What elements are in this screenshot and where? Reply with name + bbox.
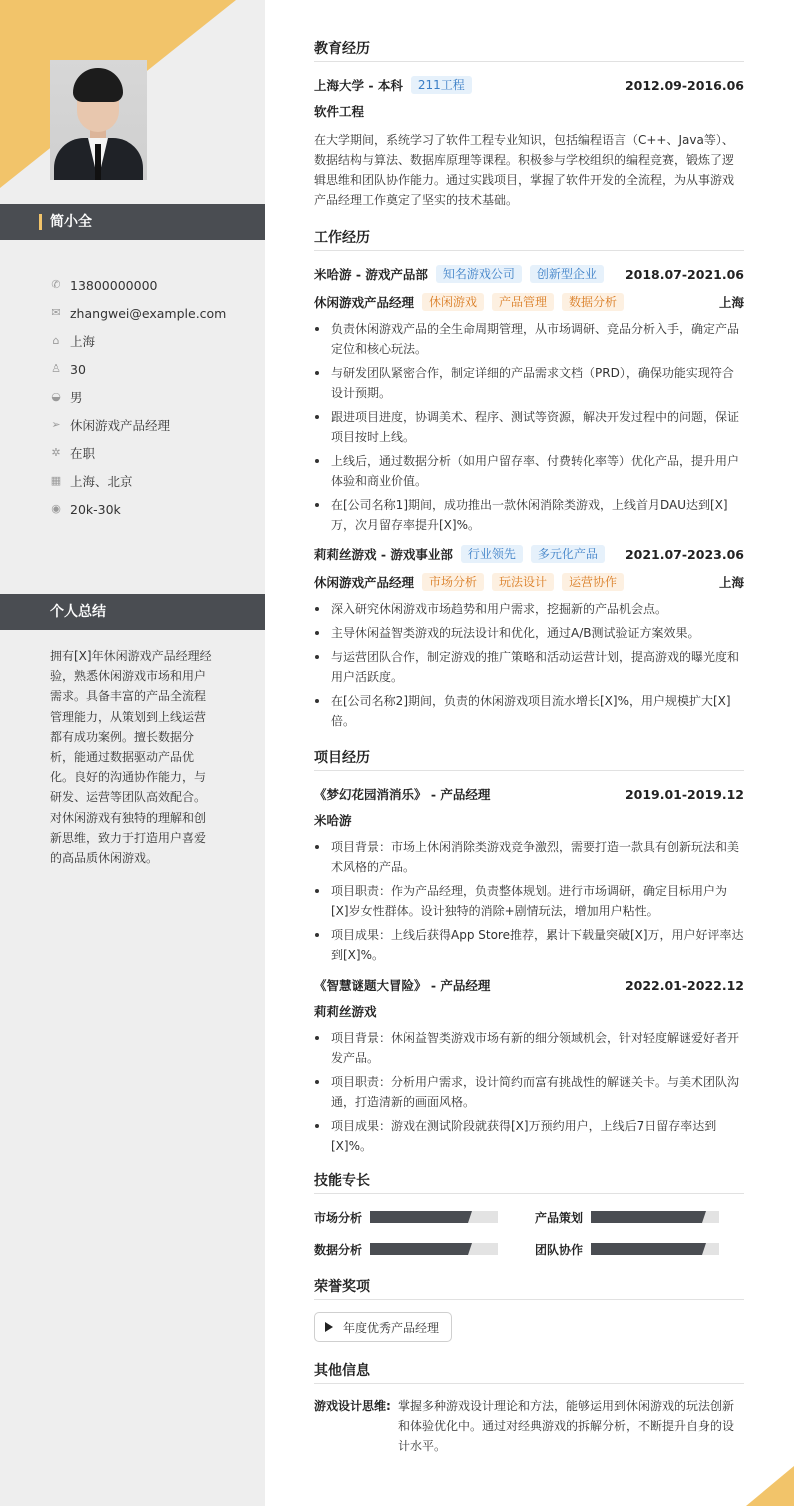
skill-item	[314, 1238, 535, 1260]
section-title: 教育经历	[314, 38, 744, 62]
company-tag: 知名游戏公司	[436, 265, 522, 283]
building-icon: ▦	[50, 474, 62, 487]
section-title: 其他信息	[314, 1360, 744, 1384]
awards-section	[314, 1276, 744, 1342]
bullet-item: 深入研究休闲游戏市场趋势和用户需求，挖掘新的产品机会点。	[314, 599, 744, 619]
info-item	[50, 299, 260, 327]
bullet-item: 项目背景：市场上休闲消除类游戏竞争激烈，需要打造一款具有创新玩法和美术风格的产品。	[314, 837, 744, 877]
info-item	[50, 271, 260, 299]
info-text: 休闲游戏产品经理	[70, 418, 171, 433]
bullet-item: 负责休闲游戏产品的全生命周期管理，从市场调研、竞品分析入手，确定产品定位和核心玩法。	[314, 319, 744, 359]
skill-item	[535, 1206, 744, 1228]
bullet-item: 跟进项目进度，协调美术、程序、测试等资源，解决开发过程中的问题，保证项目按时上线。	[314, 407, 744, 447]
bullet-item: 与研发团队紧密合作，制定详细的产品需求文档（PRD），确保功能实现符合设计预期。	[314, 363, 744, 403]
info-text: 男	[70, 390, 83, 405]
job-role-row	[314, 571, 744, 593]
role-tag: 运营协作	[562, 573, 624, 591]
other-section	[314, 1360, 744, 1456]
company-tag: 多元化产品	[531, 545, 605, 563]
play-icon	[325, 1322, 333, 1332]
info-text: 30	[70, 361, 86, 377]
job-role-group	[314, 573, 624, 591]
school-name: 上海大学 - 本科	[314, 78, 403, 93]
project-bullets	[314, 837, 744, 965]
bullet-item: 项目背景：休闲益智类游戏市场有新的细分领域机会，针对轻度解谜爱好者开发产品。	[314, 1028, 744, 1068]
education-desc: 在大学期间，系统学习了软件工程专业知识，包括编程语言（C++、Java等）、数据结构与算法、数据库原理等课程。积极参与学校组织的编程竞赛，锻炼了逻辑思维和团队协作能力。通过实践项目，掌握了软件开发的全流程，为从事游戏产品经理工作奠定了坚实的技术基础。	[314, 133, 735, 207]
project-header	[314, 783, 744, 805]
project-org: 米哈游	[314, 813, 352, 828]
bullet-item: 项目成果：上线后获得App Store推荐，累计下载量突破[X]万，用户好评率达到[X]%。	[314, 925, 744, 965]
school-tag: 211工程	[411, 76, 472, 94]
other-info-row	[314, 1396, 744, 1456]
project-name: 《智慧谜题大冒险》 - 产品经理	[314, 978, 491, 993]
job-bullets	[314, 599, 744, 731]
role-tag: 市场分析	[422, 573, 484, 591]
role-tag: 产品管理	[492, 293, 554, 311]
skill-name: 市场分析	[314, 1210, 363, 1225]
education-section	[314, 38, 744, 210]
skill-item	[535, 1238, 744, 1260]
section-title: 荣誉奖项	[314, 1276, 744, 1300]
project-name: 《梦幻花园消消乐》 - 产品经理	[314, 787, 491, 802]
job-city: 上海	[718, 295, 744, 310]
info-text: 在职	[70, 446, 96, 461]
project-org: 莉莉丝游戏	[314, 1004, 377, 1019]
bullet-item: 在[公司名称2]期间，负责的休闲游戏项目流水增长[X]%，用户规模扩大[X]倍。	[314, 691, 744, 731]
project-bullets	[314, 1028, 744, 1156]
job-role: 休闲游戏产品经理	[314, 295, 415, 310]
info-item	[50, 411, 260, 439]
skill-level-fill	[591, 1243, 706, 1255]
company-name: 莉莉丝游戏 - 游戏事业部	[314, 547, 453, 562]
job-entry	[314, 263, 744, 535]
bullet-item: 与运营团队合作，制定游戏的推广策略和活动运营计划，提高游戏的曝光度和用户活跃度。	[314, 647, 744, 687]
age-icon: ♙	[51, 362, 61, 375]
bullet-item: 在[公司名称1]期间，成功推出一款休闲消除类游戏，上线首月DAU达到[X]万，次月留存率提升[X]%。	[314, 495, 744, 535]
gender-icon: ◒	[51, 390, 61, 403]
project-entry	[314, 783, 744, 965]
job-company-group	[314, 545, 605, 563]
info-item	[50, 439, 260, 467]
info-text: zhangwei@example.com	[70, 305, 227, 321]
sidebar	[0, 0, 265, 1506]
job-header	[314, 543, 744, 565]
send-icon: ➢	[51, 418, 61, 431]
job-header	[314, 263, 744, 285]
job-company-group	[314, 265, 604, 283]
skill-level-fill	[370, 1211, 472, 1223]
skill-level-bar	[370, 1243, 498, 1255]
education-date: 2012.09-2016.06	[624, 77, 744, 93]
info-item	[50, 383, 260, 411]
info-item	[50, 355, 260, 383]
summary-text: 拥有[X]年休闲游戏产品经理经验，熟悉休闲游戏市场和用户需求。具备丰富的产品全流程管理能力，从策划到上线运营都有成功案例。擅长数据分析，能通过数据驱动产品优化。良好的沟通协作能力，与研发、运营等团队高效配合。对休闲游戏有独特的理解和创新思维，致力于打造用户喜爱的高品质休闲游戏。	[50, 649, 212, 866]
phone-icon: ✆	[51, 278, 61, 291]
major: 软件工程	[314, 104, 365, 119]
job-bullets	[314, 319, 744, 535]
home-icon: ⌂	[52, 334, 60, 347]
bullet-item: 主导休闲益智类游戏的玩法设计和优化，通过A/B测试验证方案效果。	[314, 623, 744, 643]
project-header	[314, 974, 744, 996]
job-city: 上海	[718, 575, 744, 590]
job-role-row	[314, 291, 744, 313]
bullet-item: 项目职责：作为产品经理，负责整体规划。进行市场调研，确定目标用户为[X]岁女性群体。设计独特的消除+剧情玩法，增加用户粘性。	[314, 881, 744, 921]
other-info-key: 游戏设计思维:	[314, 1399, 391, 1413]
skill-name: 产品策划	[535, 1210, 584, 1225]
work-section	[314, 227, 744, 731]
role-tag: 玩法设计	[492, 573, 554, 591]
skill-level-fill	[591, 1211, 706, 1223]
skill-level-bar	[591, 1243, 719, 1255]
info-item	[50, 467, 260, 495]
summary-heading: 个人总结	[0, 594, 265, 630]
company-name: 米哈游 - 游戏产品部	[314, 267, 428, 282]
info-item	[50, 495, 260, 523]
skill-name: 团队协作	[535, 1242, 584, 1257]
project-entry	[314, 974, 744, 1156]
skill-item	[314, 1206, 535, 1228]
info-item	[50, 327, 260, 355]
projects-section	[314, 747, 744, 1156]
other-info-value: 掌握多种游戏设计理论和方法，能够运用到休闲游戏的玩法创新和体验优化中。通过对经典游戏的拆解分析，不断提升自身的设计水平。	[398, 1399, 735, 1453]
contact-info-list	[50, 271, 260, 523]
info-text: 13800000000	[70, 277, 158, 293]
job-entry	[314, 543, 744, 731]
job-date: 2018.07-2021.06	[624, 266, 744, 282]
name-heading: 简小全	[0, 204, 265, 240]
salary-icon: ◉	[51, 502, 61, 515]
section-title: 技能专长	[314, 1170, 744, 1194]
corner-decoration	[746, 1466, 794, 1506]
status-icon: ✲	[51, 446, 61, 459]
company-tag: 行业领先	[461, 545, 523, 563]
bullet-item: 上线后，通过数据分析（如用户留存率、付费转化率等）优化产品，提升用户体验和商业价值。	[314, 451, 744, 491]
project-date: 2022.01-2022.12	[624, 977, 744, 993]
info-text: 20k-30k	[70, 501, 121, 517]
company-tag: 创新型企业	[530, 265, 604, 283]
skill-level-fill	[370, 1243, 472, 1255]
skill-name: 数据分析	[314, 1242, 363, 1257]
section-title: 项目经历	[314, 747, 744, 771]
role-tag: 休闲游戏	[422, 293, 484, 311]
bullet-item: 项目职责：分析用户需求，设计简约而富有挑战性的解谜关卡。与美术团队沟通，打造清新的画面风格。	[314, 1072, 744, 1112]
award-item	[314, 1312, 452, 1342]
bullet-item: 项目成果：游戏在测试阶段就获得[X]万预约用户，上线后7日留存率达到[X]%。	[314, 1116, 744, 1156]
job-role: 休闲游戏产品经理	[314, 575, 415, 590]
avatar	[50, 60, 147, 180]
role-tag: 数据分析	[562, 293, 624, 311]
skills-section	[314, 1170, 744, 1260]
job-role-group	[314, 293, 624, 311]
skill-level-bar	[370, 1211, 498, 1223]
project-date: 2019.01-2019.12	[624, 786, 744, 802]
info-text: 上海	[70, 334, 96, 349]
main-content	[314, 38, 744, 1456]
skill-level-bar	[591, 1211, 719, 1223]
award-text: 年度优秀产品经理	[343, 1320, 440, 1335]
job-date: 2021.07-2023.06	[624, 546, 744, 562]
section-title: 工作经历	[314, 227, 744, 251]
mail-icon: ✉	[51, 306, 61, 319]
info-text: 上海、北京	[70, 474, 133, 489]
